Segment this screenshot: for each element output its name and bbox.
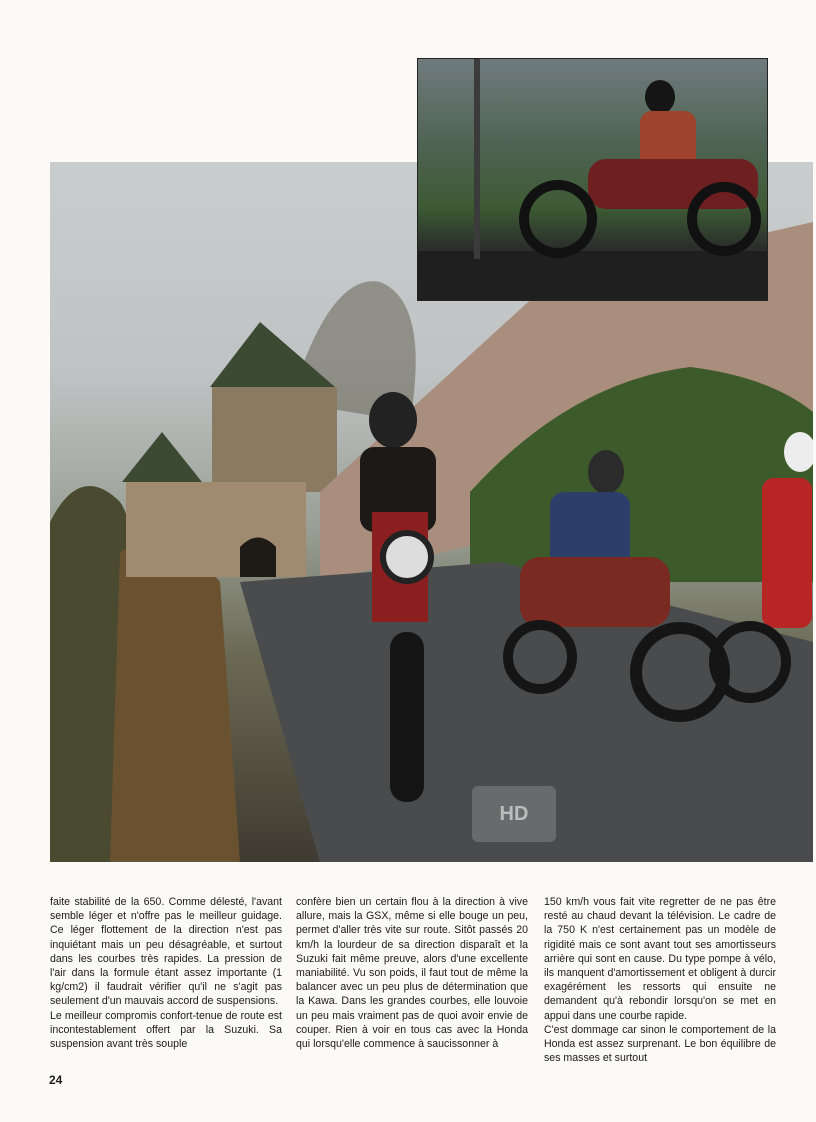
page-number: 24 (49, 1073, 63, 1087)
paragraph: confère bien un certain flou à la direction à vive allure, mais la GSX, même si elle bouge un peu, permet d'aller très vite sur route. Sitôt passés 20 km/h la lourdeur de sa direction disparaît et la Suzuki fait même preuve, alors d'une excellente maniabilité. Vu son poids, il faut tout de même la balancer avec un peu plus de détermination que la Kawa. Dans les grandes courbes, elle louvoie un peu mais vraiment pas de quoi avoir envie de couper. Rien à voir en tous cas avec la Honda qui lorsqu'elle commence à saucissonner à (296, 896, 528, 1051)
rider-on-road-illustration (418, 59, 767, 300)
text-column-3 (544, 895, 776, 1065)
front-wheel-center (390, 632, 424, 802)
watermark-logo: HD (472, 786, 556, 842)
text-column-2 (296, 895, 528, 1051)
paragraph: 150 km/h vous fait vite regretter de ne pas être resté au chaud devant la télévision. Le cadre de la 750 K n'est certainement pas un modèle de rigidité mais ce sont avant tout ses amortisseurs arrière qui sont en cause. Du type pompe à vélo, ils manquent d'amortissement et obligent à durcir exagérément les ressorts qui ensuite ne demandent qu'à rebondir lorsqu'on se met en appui dans une courbe rapide. (544, 896, 776, 1022)
inset-pole (474, 59, 480, 259)
paragraph: Le meilleur compromis confort-tenue de route est incontestablement offert par la Suzuki. Sa suspension avant très souple (50, 1009, 282, 1051)
bike2-body (520, 557, 670, 627)
inset-rider-helmet (645, 80, 675, 114)
castle-gate-wall (126, 482, 306, 577)
inset-front-wheel (524, 185, 592, 253)
tower-wall (212, 387, 337, 492)
headlight-center (383, 533, 431, 581)
small-tower-roof (122, 432, 202, 482)
hedge-left (110, 542, 240, 862)
rider2-helmet (588, 450, 624, 494)
rider-helmet (369, 392, 417, 448)
text-column-1 (50, 895, 282, 1051)
paragraph: faite stabilité de la 650. Comme délesté, l'avant semble léger et n'offre pas le meilleur guidage. Ce léger flottement de la direction n'est pas inquiétant mais un peu désagréable, et surtout dans les courbes très rapides. La pression de l'air dans la formule étant assez importante (1 kg/cm2) il faudrait vérifier qu'il ne s'agit pas seulement d'un mauvais accord de suspensions. (50, 896, 282, 1008)
castle-gate (240, 538, 276, 578)
inset-photo (418, 59, 767, 300)
rider3-suit (762, 478, 812, 628)
paragraph: C'est dommage car sinon le comportement de la Honda est assez surprenant. Le bon équilibre de ses masses et surtout (544, 1023, 776, 1065)
inset-road (418, 251, 767, 300)
